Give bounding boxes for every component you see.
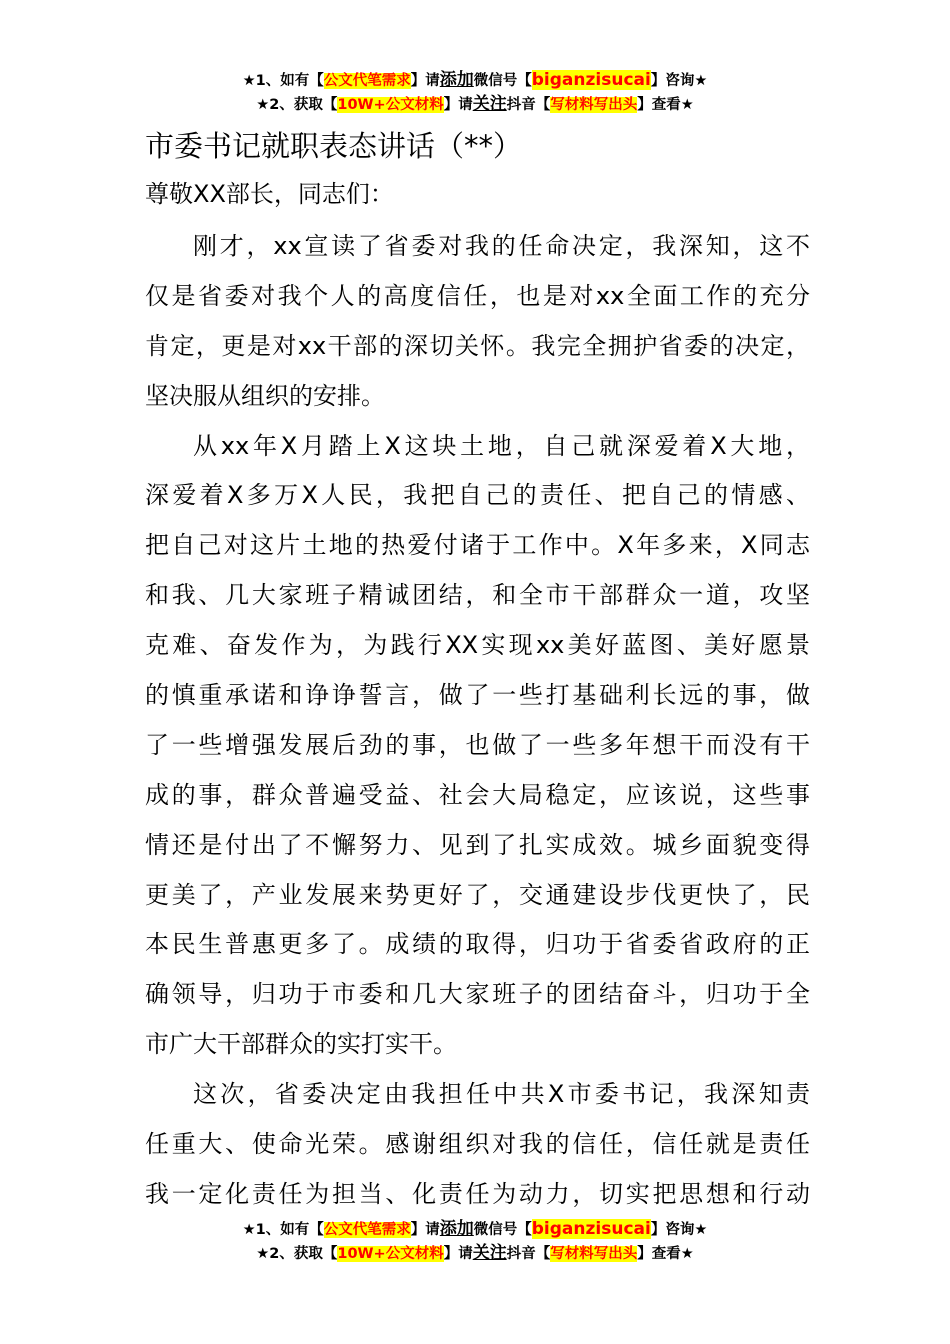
banner-text: 】查看★ (637, 1246, 694, 1262)
body-line: 坚决服从组织的安排。 (145, 381, 385, 410)
body-line: 从xx年X月踏上X这块土地，自己就深爱着X大地， (193, 431, 810, 460)
banner-text: 】请 (410, 73, 440, 89)
body-line: 肯定，更是对xx干部的深切关怀。我完全拥护省委的决定， (145, 331, 810, 360)
banner-text: 】咨询★ (650, 73, 708, 89)
body-line: 成的事，群众普遍受益、社会大局稳定，应该说，这些事 (145, 780, 810, 809)
banner-line-2 (0, 92, 950, 116)
banner-highlight: 10W+公文材料 (337, 97, 444, 113)
body-line: 更美了，产业发展来势更好了，交通建设步伐更快了，民 (145, 880, 810, 909)
banner-line-1 (0, 1217, 950, 1241)
banner-douyin-id: 写材料写出头 (550, 97, 638, 113)
banner-underline: 关注 (472, 94, 507, 114)
banner-underline: 添加 (439, 1219, 474, 1239)
body-line: 情还是付出了不懈努力、见到了扎实成效。城乡面貌变得 (145, 830, 810, 859)
banner-line-2 (0, 1241, 950, 1265)
body-line: 本民生普惠更多了。成绩的取得，归功于省委省政府的正 (145, 930, 810, 959)
salutation: 尊敬XX部长，同志们： (145, 180, 394, 208)
body-line: 了一些增强发展后劲的事，也做了一些多年想干而没有干 (145, 730, 810, 759)
banner-text: 】请 (443, 1246, 473, 1262)
body-line: 市广大干部群众的实打实干。 (145, 1030, 457, 1059)
body-line: 这次，省委决定由我担任中共X市委书记，我深知责 (193, 1080, 810, 1109)
body-line: 和我、几大家班子精诚团结，和全市干部群众一道，攻坚 (145, 581, 810, 610)
banner-text: ★1、如有【 (242, 73, 324, 89)
banner-text: 抖音【 (506, 1246, 551, 1262)
body-line: 深爱着X多万X人民，我把自己的责任、把自己的情感、 (145, 481, 810, 510)
banner-highlight: 公文代笔需求 (323, 73, 411, 89)
banner-text: ★2、获取【 (256, 1246, 338, 1262)
banner-text: 】请 (443, 97, 473, 113)
banner-wechat-id: biganzisucai (531, 1219, 651, 1239)
bottom-banner (0, 1217, 950, 1265)
banner-highlight: 公文代笔需求 (323, 1222, 411, 1238)
body-line: 把自己对这片土地的热爱付诸于工作中。X年多来，X同志 (145, 531, 810, 560)
body-line: 仅是省委对我个人的高度信任，也是对xx全面工作的充分 (145, 281, 810, 310)
banner-underline: 添加 (439, 70, 474, 90)
banner-text: 抖音【 (506, 97, 551, 113)
document-title: 市委书记就职表态讲话（**） (145, 129, 523, 163)
body-line: 的慎重承诺和诤诤誓言，做了一些打基础利长远的事，做 (145, 681, 810, 710)
top-banner (0, 68, 950, 116)
banner-text: 微信号【 (473, 1222, 532, 1238)
document-body (145, 222, 810, 1220)
banner-text: 微信号【 (473, 73, 532, 89)
banner-text: 】咨询★ (650, 1222, 708, 1238)
body-line: 任重大、使命光荣。感谢组织对我的信任，信任就是责任 (145, 1130, 810, 1159)
body-line: 刚才，xx宣读了省委对我的任命决定，我深知，这不 (193, 232, 810, 260)
body-line: 我一定化责任为担当、化责任为动力，切实把思想和行动 (145, 1179, 810, 1208)
banner-douyin-id: 写材料写出头 (550, 1246, 638, 1262)
body-line: 确领导，归功于市委和几大家班子的团结奋斗，归功于全 (145, 980, 810, 1009)
banner-text: ★1、如有【 (242, 1222, 324, 1238)
body-line: 克难、奋发作为，为践行XX实现xx美好蓝图、美好愿景 (145, 631, 810, 660)
banner-underline: 关注 (472, 1243, 507, 1263)
banner-text: 】请 (410, 1222, 440, 1238)
banner-line-1 (0, 68, 950, 92)
banner-text: ★2、获取【 (256, 97, 338, 113)
banner-text: 】查看★ (637, 97, 694, 113)
banner-wechat-id: biganzisucai (531, 70, 651, 90)
banner-highlight: 10W+公文材料 (337, 1246, 444, 1262)
